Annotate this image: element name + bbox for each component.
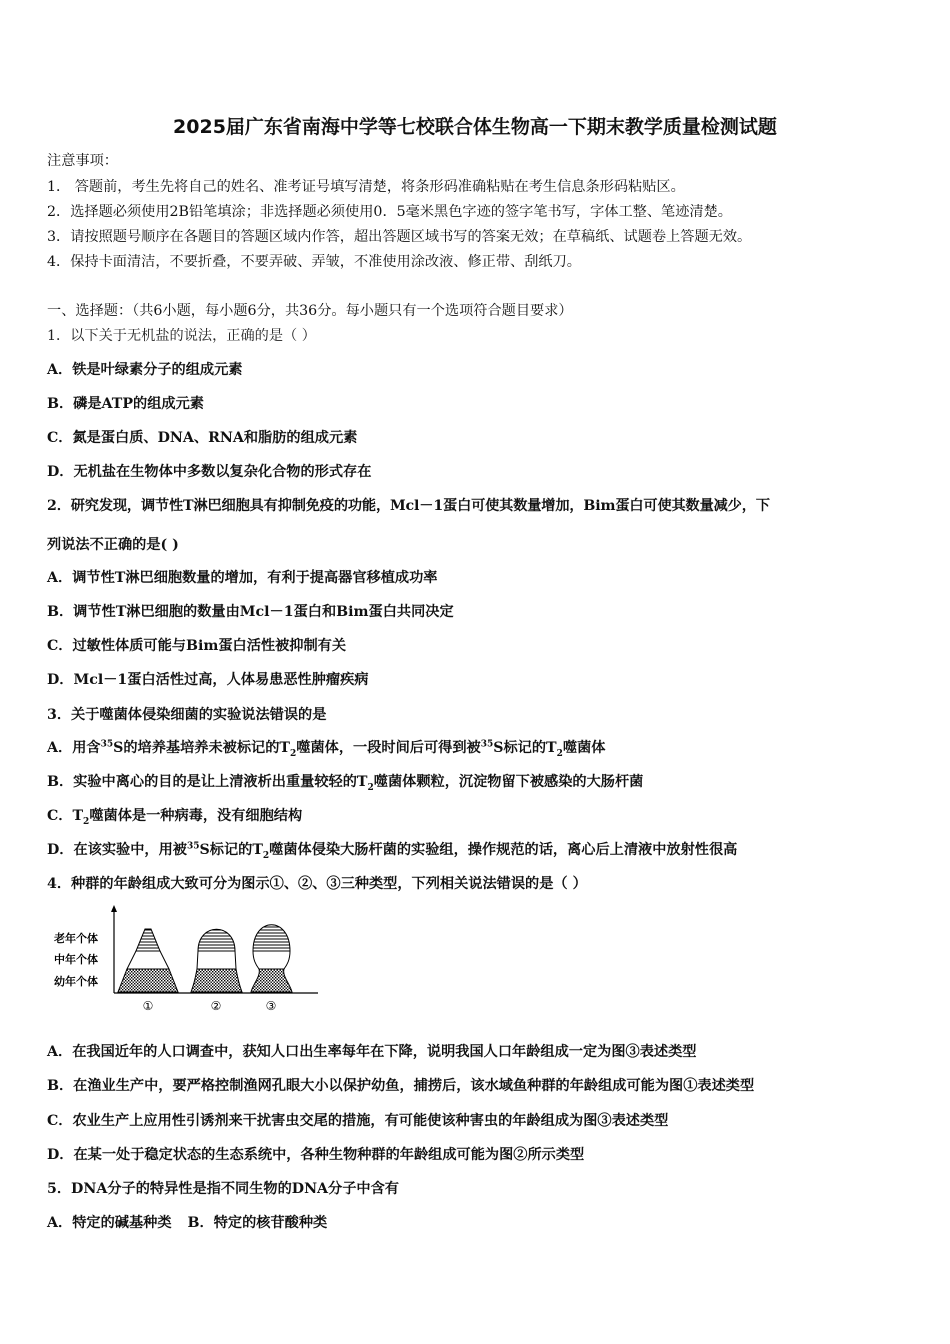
type-label-2: ② xyxy=(210,999,222,1013)
question-2-stem-cont: 列说法不正确的是( ) xyxy=(47,537,179,553)
question-3-stem: 3．关于噬菌体侵染细菌的实验说法错误的是 xyxy=(47,707,327,723)
text: 噬菌体侵染大肠杆菌的实验组，操作规范的话，离心后上清液中放射性很高 xyxy=(269,842,738,858)
label-young: 幼年个体 xyxy=(54,975,98,988)
superscript: 35 xyxy=(187,841,200,852)
text: S标记的T xyxy=(493,740,557,756)
question-5-stem: 5．DNA分子的特异性是指不同生物的DNA分子中含有 xyxy=(47,1181,399,1197)
question-2-stem: 2．研究发现，调节性T淋巴细胞具有抑制免疫的功能，Mcl－1蛋白可使其数量增加，Bim蛋白可使其数量减少，下 xyxy=(47,498,770,514)
type-1-shape xyxy=(118,929,178,992)
question-2-option-d: D．Mcl－1蛋白活性过高，人体易患恶性肿瘤疾病 xyxy=(47,672,369,688)
notice-item: 2．选择题必须使用2B铅笔填涂；非选择题必须使用0．5毫米黑色字迹的签字笔书写，字体工整、笔迹清楚。 xyxy=(47,204,732,220)
subscript: 2 xyxy=(556,748,563,759)
type-3-shape xyxy=(251,925,292,992)
text: 噬菌体颗粒，沉淀物留下被感染的大肠杆菌 xyxy=(373,774,644,790)
subscript: 2 xyxy=(289,748,297,759)
type-label-3: ③ xyxy=(265,999,277,1013)
question-4-option-c: C．农业生产上应用性引诱剂来干扰害虫交尾的措施，有可能使该种害虫的年龄组成为图③表述类型 xyxy=(47,1113,669,1129)
text: S的培养基培养未被标记的T xyxy=(113,740,290,756)
text: 噬菌体，一段时间后可得到被 xyxy=(296,740,481,756)
page-title: 2025届广东省南海中学等七校联合体生物高一下期末教学质量检测试题 xyxy=(173,116,777,138)
superscript: 35 xyxy=(480,739,494,750)
question-4-stem: 4．种群的年龄组成大致可分为图示①、②、③三种类型，下列相关说法错误的是（ ） xyxy=(47,876,587,892)
question-4-option-a: A．在我国近年的人口调查中，获知人口出生率每年在下降，说明我国人口年龄组成一定为图③表述类型 xyxy=(47,1044,697,1060)
type-2-shape xyxy=(191,929,242,992)
question-1-stem: 1．以下关于无机盐的说法，正确的是（ ） xyxy=(47,328,316,344)
question-1-option-d: D．无机盐在生物体中多数以复杂化合物的形式存在 xyxy=(47,464,372,480)
subscript: 2 xyxy=(262,850,270,861)
question-2-option-c: C．过敏性体质可能与Bim蛋白活性被抑制有关 xyxy=(47,638,347,654)
notice-heading: 注意事项： xyxy=(47,153,118,169)
question-5-option-a: A．特定的碱基种类 xyxy=(47,1215,172,1231)
text: S标记的T xyxy=(199,842,263,858)
text: 噬菌体 xyxy=(562,740,606,756)
question-2-option-b: B．调节性T淋巴细胞的数量由Mcl－1蛋白和Bim蛋白共同决定 xyxy=(47,604,454,620)
question-5-option-b: B．特定的核苷酸种类 xyxy=(187,1215,328,1231)
y-axis-arrow xyxy=(111,905,117,912)
label-middle: 中年个体 xyxy=(54,953,98,966)
notice-item: 3．请按照题号顺序在各题目的答题区域内作答，超出答题区域书写的答案无效；在草稿纸、试题卷上答题无效。 xyxy=(47,229,752,245)
notice-item: 4．保持卡面清洁，不要折叠，不要弄破、弄皱，不准使用涂改液、修正带、刮纸刀。 xyxy=(47,254,581,270)
question-3-option-d xyxy=(47,840,737,860)
notice-item: 1． 答题前，考生先将自己的姓名、准考证号填写清楚，将条形码准确粘贴在考生信息条形码粘贴区。 xyxy=(47,179,685,195)
type-label-1: ① xyxy=(142,999,154,1013)
subscript: 2 xyxy=(367,782,374,793)
question-3-option-b xyxy=(47,772,643,792)
question-5-options xyxy=(47,1213,327,1233)
question-3-option-c xyxy=(47,806,302,826)
question-1-option-c: C．氮是蛋白质、DNA、RNA和脂肪的组成元素 xyxy=(47,430,358,446)
question-2-option-a: A．调节性T淋巴细胞数量的增加，有利于提高器官移植成功率 xyxy=(47,570,438,586)
label-old: 老年个体 xyxy=(54,932,98,945)
question-4-option-d: D．在某一处于稳定状态的生态系统中，各种生物种群的年龄组成可能为图②所示类型 xyxy=(47,1147,585,1163)
section-heading: 一、选择题：（共6小题，每小题6分，共36分。每小题只有一个选项符合题目要求） xyxy=(47,303,573,319)
subscript: 2 xyxy=(83,816,90,827)
text: B．实验中离心的目的是让上清液析出重量较轻的T xyxy=(47,774,368,790)
superscript: 35 xyxy=(100,739,114,750)
question-4-option-b: B．在渔业生产中，要严格控制渔网孔眼大小以保护幼鱼，捕捞后，该水域鱼种群的年龄组成可能为图①表述类型 xyxy=(47,1078,755,1094)
age-structure-figure xyxy=(50,902,330,1020)
question-3-option-a xyxy=(47,738,605,758)
text: A．用含 xyxy=(47,740,101,756)
question-1-option-a: A．铁是叶绿素分子的组成元素 xyxy=(47,362,243,378)
text: 噬菌体是一种病毒，没有细胞结构 xyxy=(89,808,303,824)
question-1-option-b: B．磷是ATP的组成元素 xyxy=(47,396,204,412)
age-structure-diagram xyxy=(50,902,330,1020)
text: D．在该实验中，用被 xyxy=(47,842,187,858)
text: C．T xyxy=(47,808,84,824)
